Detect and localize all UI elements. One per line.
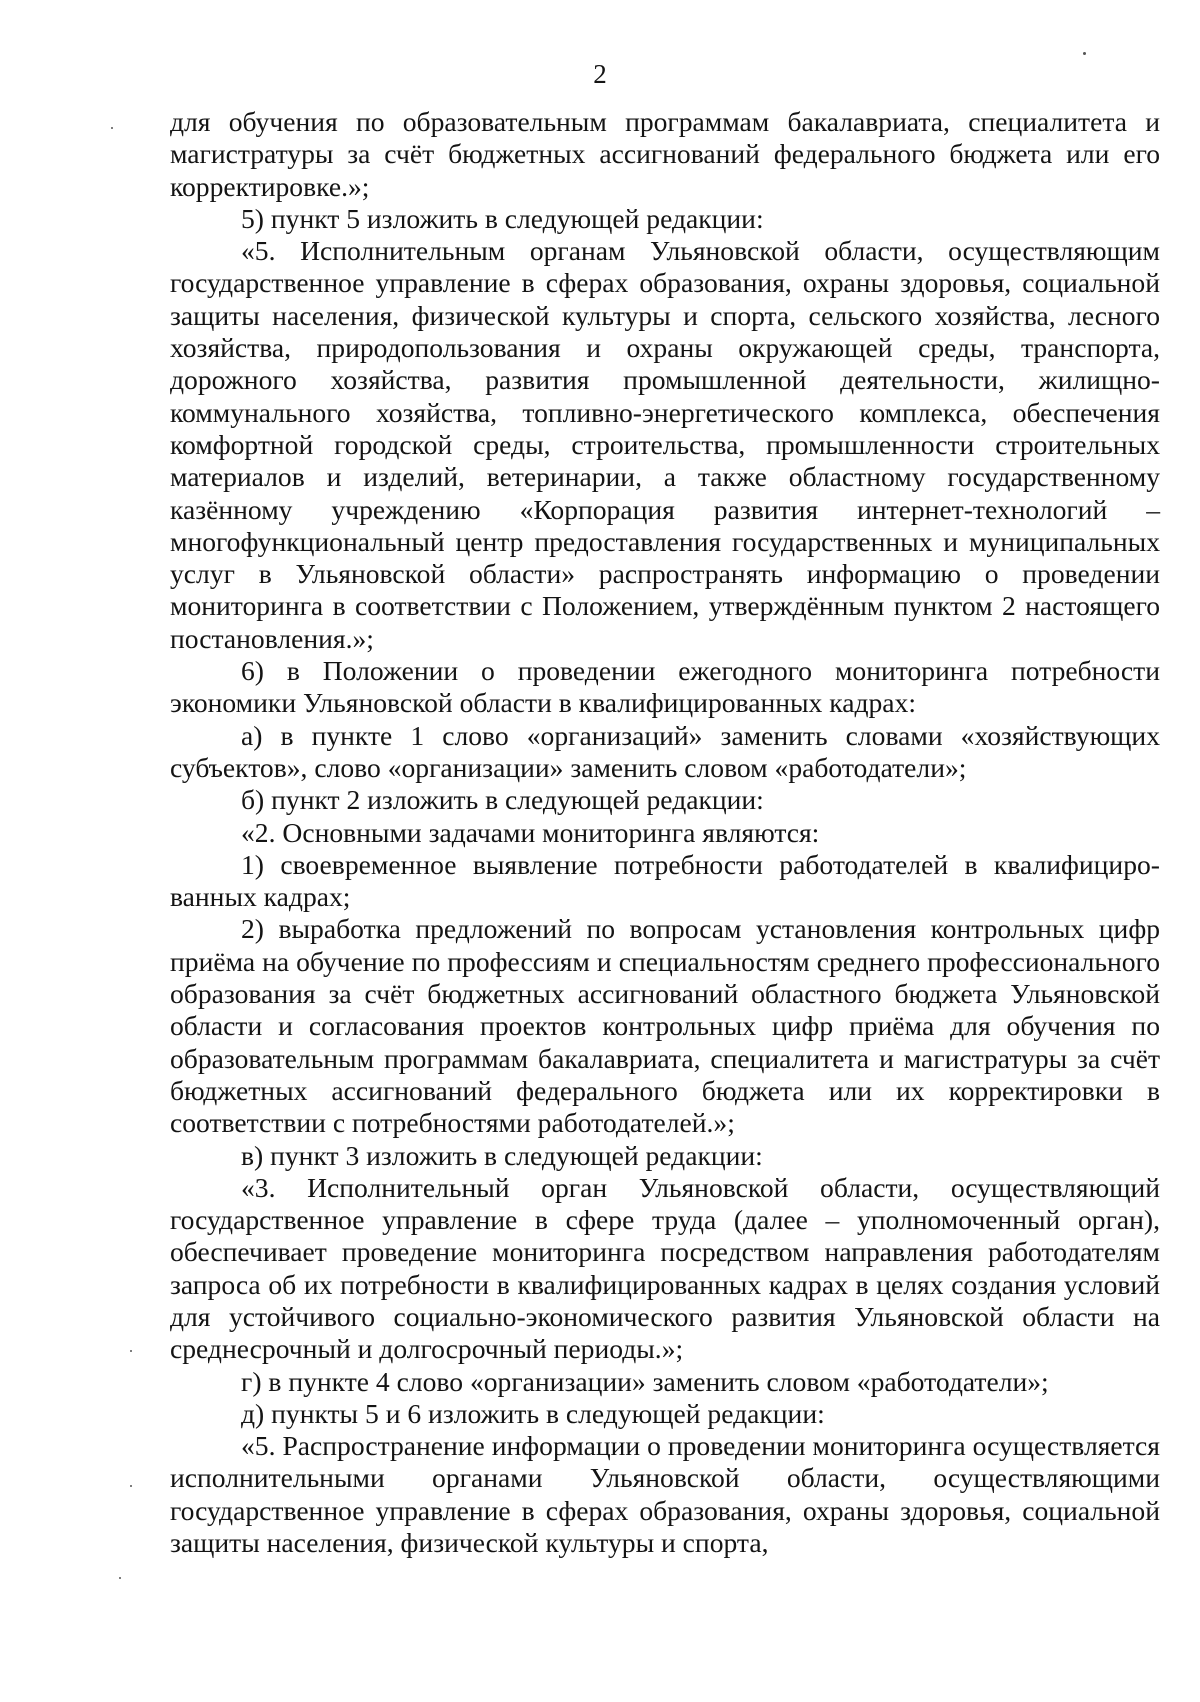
paragraph-new-point-5-distribution: «5. Распространение информации о проведении мониторинга осуществляется исполнительными органами Ульяновской области, осуществляющими государственное управление в сферах образования, охраны здоровья, социальной защиты населения, физической культуры и спорта, (170, 1430, 1160, 1559)
paragraph-new-point-5: «5. Исполнительным органам Ульяновской области, осуществляющим государственное управление в сферах образования, охраны здоровья, социальной защиты населения, физической культуры и спорта, сельского хозяйства, лесного хозяйства, природопользования и охраны окружающей среды, транспорта, дорожного хозяйства, развития промышленной деятельности, жилищно-коммунального хозяйства, топливно-энергетического комплекса, обеспечения комфортной городской среды, строительства, промышленности строительных материалов и изделий, ветеринарии, а также областному государственному казённому учреждению «Корпорация развития интернет-технологий – многофункциональный центр предоставления государственных и муниципальных услуг в Ульяновской области» распространять информацию о проведении мониторинга в соответствии с Положением, утверждённым пунктом 2 настоящего постановления.»; (170, 235, 1160, 654)
paragraph-new-point-2: «2. Основными задачами мониторинга являются: (241, 816, 820, 848)
scan-speck (130, 1485, 132, 1487)
paragraph-subitem-g: г) в пункте 4 слово «организации» заменить словом «работодатели»; (241, 1365, 1049, 1397)
paragraph-subitem-a: а) в пункте 1 слово «организаций» заменить словами «хозяйствующих субъектов», слово «организации» заменить словом «работодатели»; (170, 719, 1160, 783)
scan-speck (1083, 52, 1086, 55)
paragraph-new-point-3: «3. Исполнительный орган Ульяновской области, осуществляющий государственное управление в сфере труда (далее – уполномоченный орган), обеспечивает проведение мониторинга посредством направления работодателям запроса об их потребности в квалифицированных кадрах в целях создания условий для устойчивого социально-экономического развития Ульяновской области на среднесрочный и долгосрочный периоды.»; (170, 1171, 1160, 1365)
paragraph-item-6: 6) в Положении о проведении ежегодного мониторинга потребности экономики Ульяновской области в квалифицированных кадрах: (170, 655, 1160, 719)
paragraph-subitem-b: б) пункт 2 изложить в следующей редакции: (241, 784, 764, 816)
paragraph-task-1: 1) своевременное выявление потребности работодателей в квалифицированных кадрах; (170, 848, 1160, 913)
paragraph-subitem-v: в) пункт 3 изложить в следующей редакции: (241, 1139, 763, 1171)
document-body (170, 106, 1160, 1559)
paragraph-continuation: для обучения по образовательным программам бакалавриата, специалитета и магистратуры за счёт бюджетных ассигнований федерального бюджета или его корректировке.»; (170, 106, 1160, 202)
scan-speck (111, 127, 113, 129)
page-number: 2 (593, 59, 607, 89)
paragraph-task-2: 2) выработка предложений по вопросам установления контрольных цифр приёма на обучение по профессиям и специальностям среднего профессионального образования за счёт бюджетных ассигнований областного бюджета Ульяновской области и согласования проектов контрольных цифр приёма для обучения по образовательным программам бакалавриата, специалитета и магистратуры за счёт бюджетных ассигнований федерального бюджета или их корректировки в соответствии с потребностями работодателей.»; (170, 913, 1160, 1139)
scan-speck (119, 1577, 121, 1579)
paragraph-subitem-d: д) пункты 5 и 6 изложить в следующей редакции: (241, 1397, 825, 1429)
paragraph-item-5: 5) пункт 5 изложить в следующей редакции: (241, 202, 764, 234)
scan-speck (130, 1350, 132, 1352)
